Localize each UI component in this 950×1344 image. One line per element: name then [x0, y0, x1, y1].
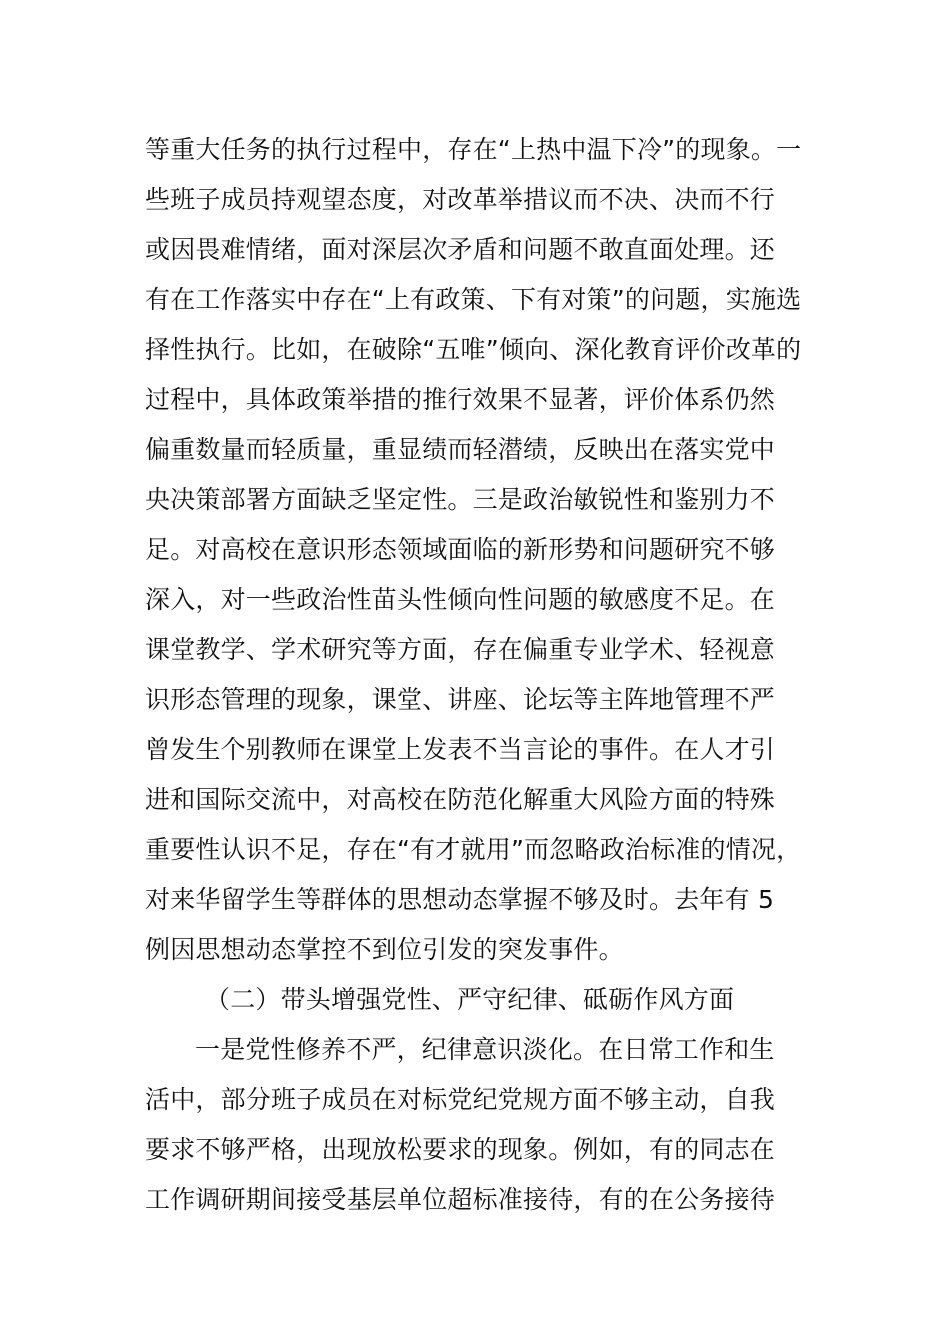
text-line: 有在工作落实中存在“上有政策、下有对策”的问题，实施选	[145, 285, 802, 314]
text-line: 活中，部分班子成员在对标党纪党规方面不够主动，自我	[145, 1085, 776, 1114]
text-line: 重要性认识不足，存在“有才就用”而忽略政治标准的情况，	[145, 835, 802, 864]
text-line: 课堂教学、学术研究等方面，存在偏重专业学术、轻视意	[145, 635, 776, 664]
text-line: 择性执行。比如，在破除“五唯”倾向、深化教育评价改革的	[145, 335, 802, 364]
text-line: 央决策部署方面缺乏坚定性。三是政治敏锐性和鉴别力不	[145, 485, 776, 514]
text-line: 深入，对一些政治性苗头性倾向性问题的敏感度不足。在	[145, 585, 776, 614]
text-line: 过程中，具体政策举措的推行效果不显著，评价体系仍然	[145, 385, 776, 414]
text-line: 曾发生个别教师在课堂上发表不当言论的事件。在人才引	[145, 735, 776, 764]
text-line: 工作调研期间接受基层单位超标准接待，有的在公务接待	[145, 1185, 776, 1214]
text-line: 等重大任务的执行过程中，存在“上热中温下冷”的现象。一	[145, 135, 802, 164]
text-line: 例因思想动态掌控不到位引发的突发事件。	[145, 935, 624, 964]
text-line: 或因畏难情绪，面对深层次矛盾和问题不敢直面处理。还	[145, 235, 776, 264]
text-line: 识形态管理的现象，课堂、讲座、论坛等主阵地管理不严	[145, 685, 776, 714]
text-line: 一是党性修养不严，纪律意识淡化。在日常工作和生	[195, 1035, 775, 1064]
text-line: 对来华留学生等群体的思想动态掌握不够及时。去年有 5	[145, 885, 775, 914]
text-line: 些班子成员持观望态度，对改革举措议而不决、决而不行	[145, 185, 776, 214]
section-heading: （二）带头增强党性、严守纪律、砥砺作风方面	[205, 985, 735, 1014]
text-line: 要求不够严格，出现放松要求的现象。例如，有的同志在	[145, 1135, 776, 1164]
text-line: 足。对高校在意识形态领域面临的新形势和问题研究不够	[145, 535, 776, 564]
text-line: 进和国际交流中，对高校在防范化解重大风险方面的特殊	[145, 785, 776, 814]
text-line: 偏重数量而轻质量，重显绩而轻潜绩，反映出在落实党中	[145, 435, 776, 464]
